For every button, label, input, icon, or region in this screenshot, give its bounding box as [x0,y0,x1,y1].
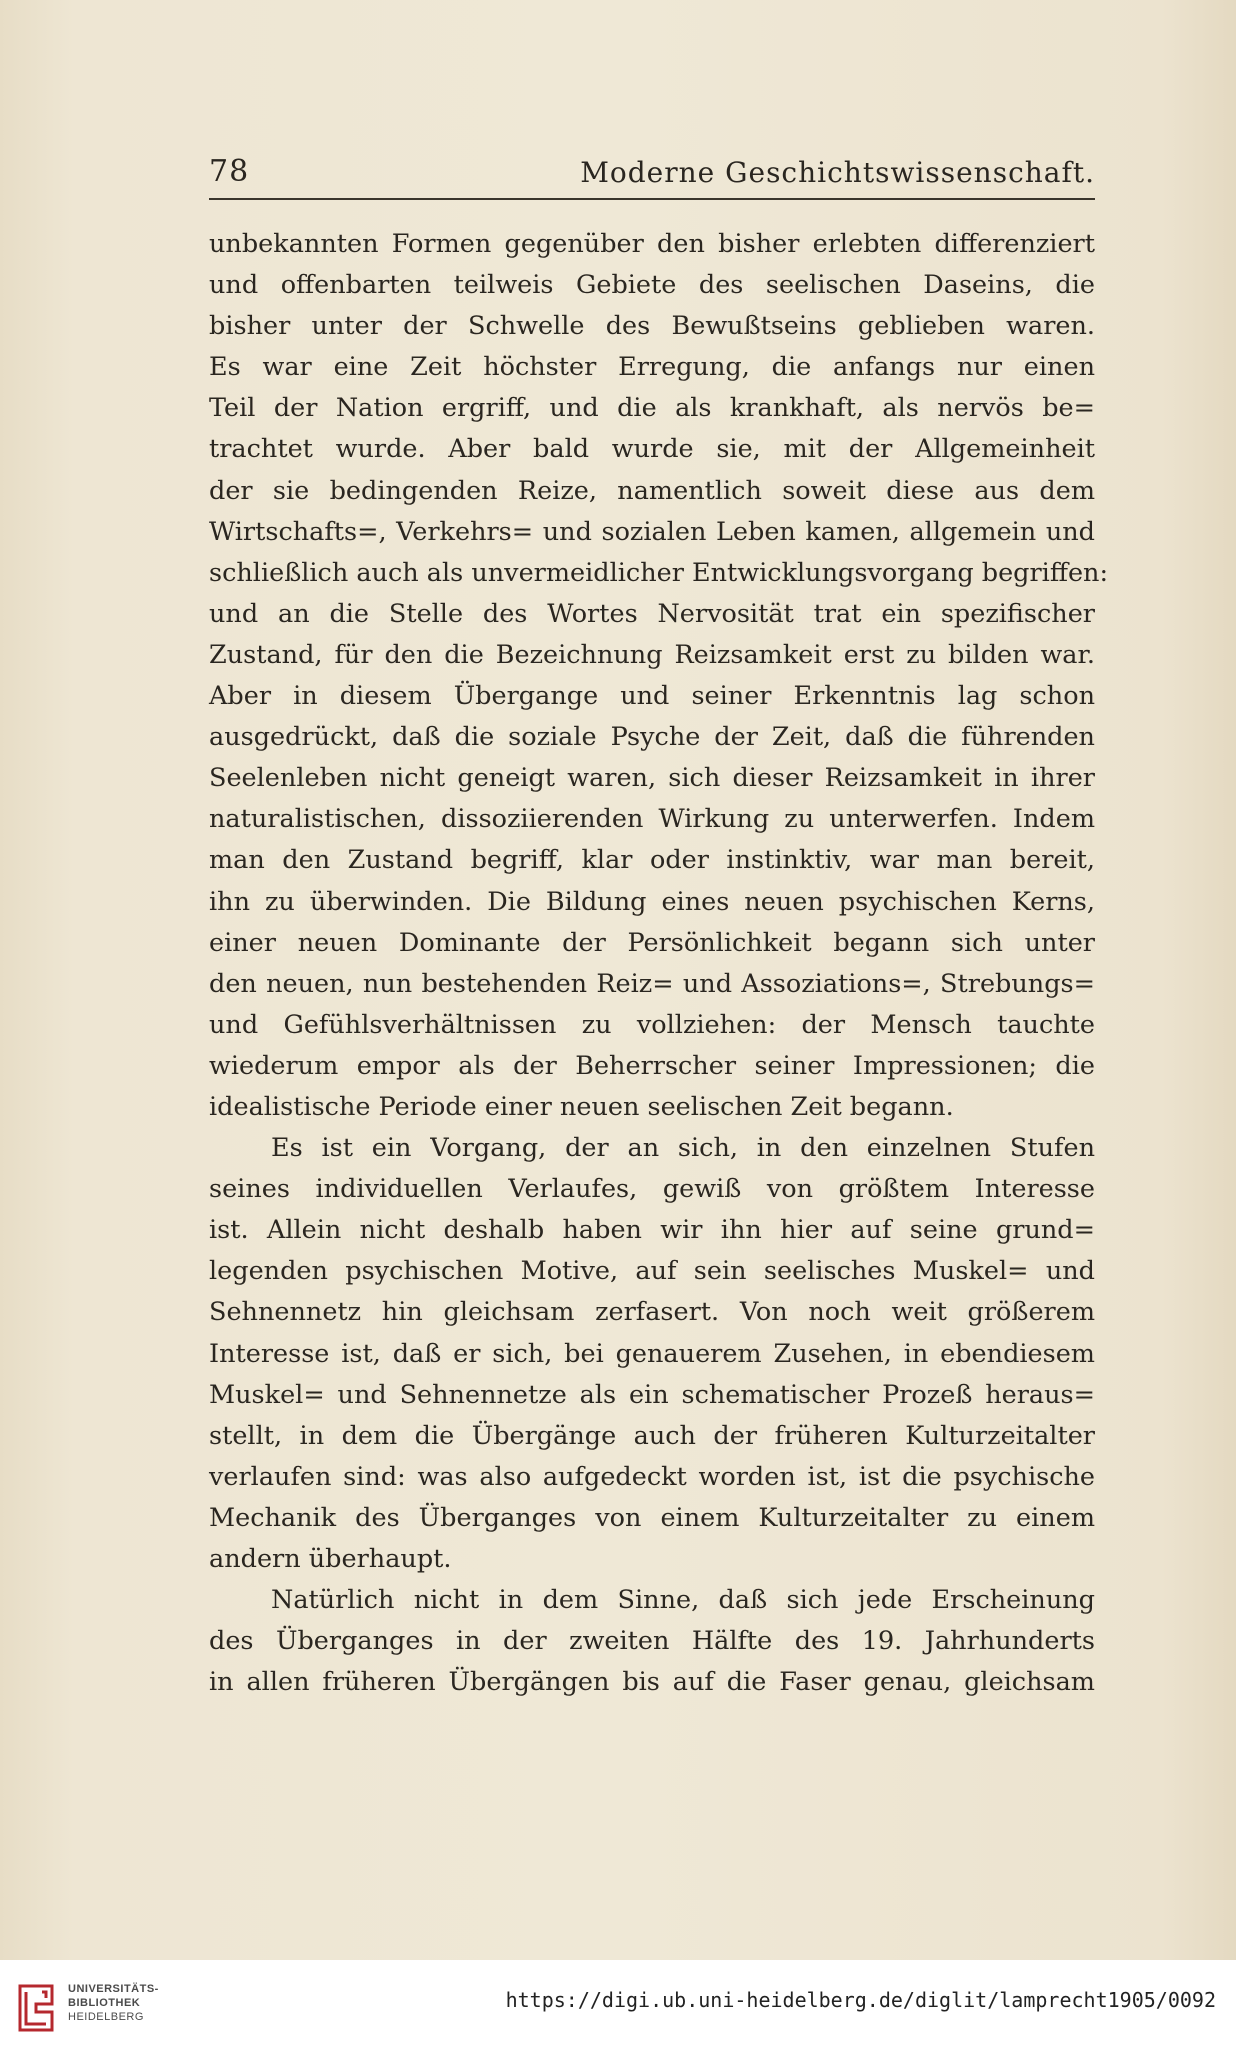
text-line: Interesse ist, daß er sich, bei genauerem Zusehen, in ebendiesem [209,1338,1095,1369]
text-line: Mechanik des Überganges von einem Kulturzeitalter zu einem [209,1502,1095,1533]
text-line: Aber in diesem Übergange und seiner Erkenntnis lag schon [209,681,1095,712]
page-number: 78 [209,154,250,189]
text-line: Wirtschafts=, Verkehrs= und sozialen Leben kamen, allgemein und [209,516,1095,547]
text-line: trachtet wurde. Aber bald wurde sie, mit der Allgemeinheit [209,434,1095,465]
text-line: legenden psychischen Motive, auf sein seelisches Muskel= und [209,1256,1095,1287]
text-line: unbekannten Formen gegenüber den bisher erlebten differenziert [209,229,1095,259]
running-head [209,150,1095,200]
text-line: bisher unter der Schwelle des Bewußtseins geblieben waren. [209,311,1095,342]
source-url-link[interactable]: https://digi.ub.uni-heidelberg.de/diglit/lamprecht1905/0092 [505,1988,1216,2012]
library-name-line: UNIVERSITÄTS- [68,1983,159,1995]
text-line: man den Zustand begriff, klar oder instinktiv, war man bereit, [209,845,1095,876]
footer-bar [0,1960,1236,2056]
text-line: Es ist ein Vorgang, der an sich, in den einzelnen Stufen [271,1133,1095,1164]
text-line: idealistische Periode einer neuen seelischen Zeit begann. [209,1091,954,1122]
text-line: verlaufen sind: was also aufgedeckt worden ist, ist die psychische [209,1461,1095,1492]
text-line: den neuen, nun bestehenden Reiz= und Assoziations=, Strebungs= [209,968,1095,999]
text-line: und offenbarten teilweis Gebiete des seelischen Daseins, die [209,270,1095,301]
text-line: naturalistischen, dissoziierenden Wirkung zu unterwerfen. Indem [209,804,1095,835]
paragraph-2 [209,1128,1095,1580]
text-line: einer neuen Dominante der Persönlichkeit begann sich unter [209,927,1095,958]
library-name-line: HEIDELBERG [68,2011,144,2023]
text-line: Seelenleben nicht geneigt waren, sich dieser Reizsamkeit in ihrer [209,763,1095,794]
text-line: stellt, in dem die Übergänge auch der früheren Kulturzeitalter [209,1420,1095,1451]
paragraph-3 [209,1580,1095,1703]
text-line: Muskel= und Sehnennetze als ein schematischer Prozeß heraus= [209,1379,1095,1410]
text-line: wiederum empor als der Beherrscher seiner Impressionen; die [209,1050,1095,1081]
text-line: ihn zu überwinden. Die Bildung eines neuen psychischen Kerns, [209,886,1095,917]
running-title: Moderne Geschichtswissenschaft. [580,156,1095,189]
text-line: des Überganges in der zweiten Hälfte des 19. Jahrhunderts [209,1626,1095,1657]
text-line: Sehnennetz hin gleichsam zerfasert. Von noch weit größerem [209,1297,1095,1328]
body-text [209,224,1109,1703]
text-line: in allen früheren Übergängen bis auf die Faser genau, gleichsam [209,1667,1095,1698]
library-crest-icon [14,1982,58,2034]
text-line: Es war eine Zeit höchster Erregung, die anfangs nur einen [209,352,1095,383]
text-line: seines individuellen Verlaufes, gewiß von größtem Interesse [209,1174,1095,1205]
text-line: Natürlich nicht in dem Sinne, daß sich jede Erscheinung [271,1585,1095,1616]
library-logo[interactable] [14,1974,184,2044]
text-line: Teil der Nation ergriff, und die als krankhaft, als nervös be= [209,393,1095,424]
text-line: ist. Allein nicht deshalb haben wir ihn hier auf seine grund= [209,1215,1095,1246]
library-name-line: BIBLIOTHEK [68,1997,141,2009]
text-line: der sie bedingenden Reize, namentlich soweit diese aus dem [209,475,1095,506]
text-line: und Gefühlsverhältnissen zu vollziehen: der Mensch tauchte [209,1009,1095,1040]
paragraph-1 [209,224,1109,1128]
text-line: und an die Stelle des Wortes Nervosität trat ein spezifischer [209,598,1095,629]
text-line: ausgedrückt, daß die soziale Psyche der Zeit, daß die führenden [209,722,1095,753]
text-line: Zustand, für den die Bezeichnung Reizsamkeit erst zu bilden war. [209,639,1095,670]
text-line: schließlich auch als unvermeidlicher Entwicklungsvorgang begriffen: [209,557,1109,588]
library-name [68,1982,159,2024]
text-line: andern überhaupt. [209,1544,452,1574]
